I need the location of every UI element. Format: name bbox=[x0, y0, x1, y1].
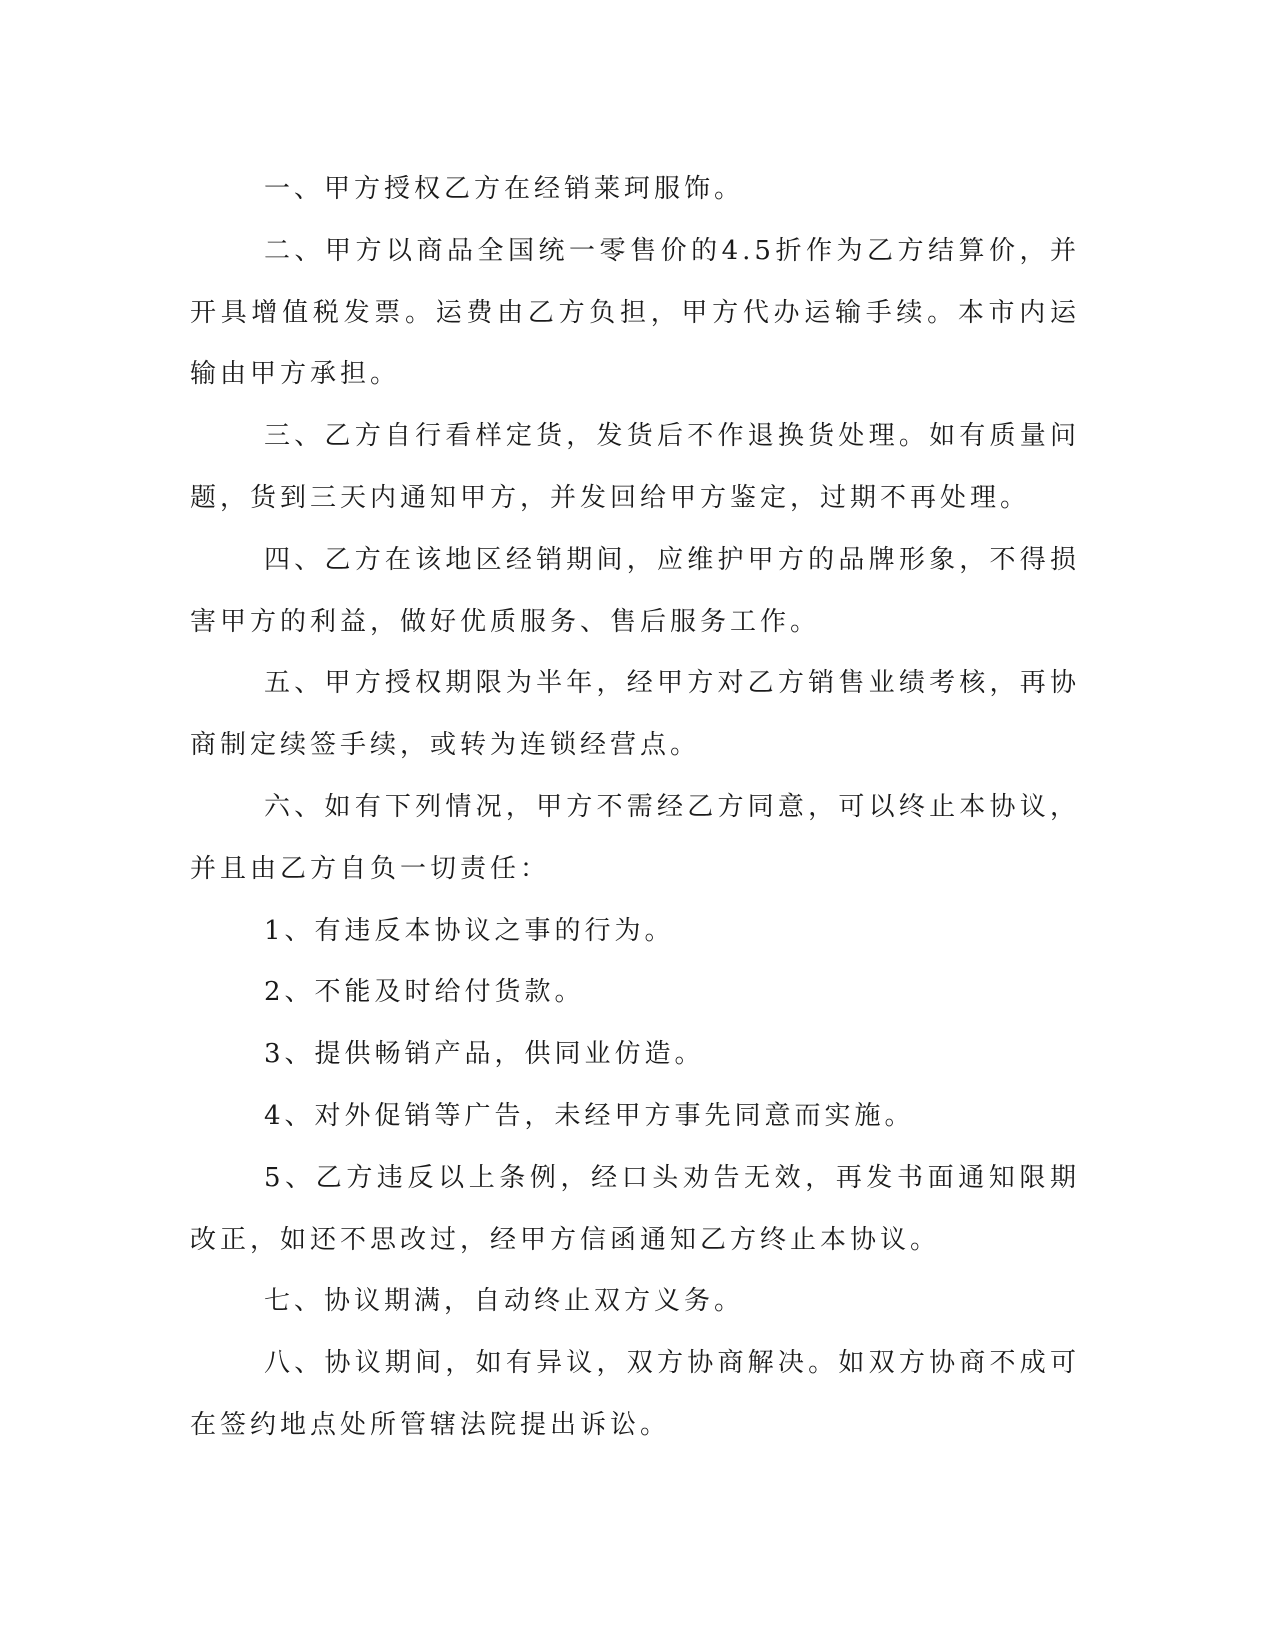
termination-item-1: 1、有违反本协议之事的行为。 bbox=[264, 915, 675, 946]
clause-2-settlement-price: 二、甲方以商品全国统一零售价的4.5折作为乙方结算价，并开具增值税发票。运费由乙方负担，甲方代办运输手续。本市内运输由甲方承担。 bbox=[190, 235, 1080, 390]
clause-6-termination: 六、如有下列情况，甲方不需经乙方同意，可以终止本协议，并且由乙方自负一切责任： bbox=[190, 791, 1080, 884]
clause-8-disputes: 八、协议期间，如有异议，双方协商解决。如双方协商不成可在签约地点处所管辖法院提出诉讼。 bbox=[190, 1348, 1080, 1440]
clause-1-authorization: 一、甲方授权乙方在经销莱珂服饰。 bbox=[264, 174, 745, 204]
termination-item-4: 4、对外促销等广告，未经甲方事先同意而实施。 bbox=[264, 1100, 915, 1131]
termination-item-5: 5、乙方违反以上条例，经口头劝告无效，再发书面通知限期改正，如还不思改过，经甲方信函通知乙方终止本协议。 bbox=[190, 1162, 1080, 1255]
clause-3-ordering: 三、乙方自行看样定货，发货后不作退换货处理。如有质量问题，货到三天内通知甲方，并发回给甲方鉴定，过期不再处理。 bbox=[190, 421, 1080, 513]
document-body bbox=[190, 159, 1080, 1457]
clause-4-brand-image: 四、乙方在该地区经销期间，应维护甲方的品牌形象，不得损害甲方的利益，做好优质服务、售后服务工作。 bbox=[190, 544, 1080, 637]
clause-7-expiry: 七、协议期满，自动终止双方义务。 bbox=[264, 1286, 745, 1317]
termination-item-2: 2、不能及时给付货款。 bbox=[264, 977, 585, 1008]
termination-item-3: 3、提供畅销产品，供同业仿造。 bbox=[264, 1039, 705, 1070]
clause-5-term: 五、甲方授权期限为半年，经甲方对乙方销售业绩考核，再协商制定续签手续，或转为连锁经营点。 bbox=[190, 668, 1080, 761]
